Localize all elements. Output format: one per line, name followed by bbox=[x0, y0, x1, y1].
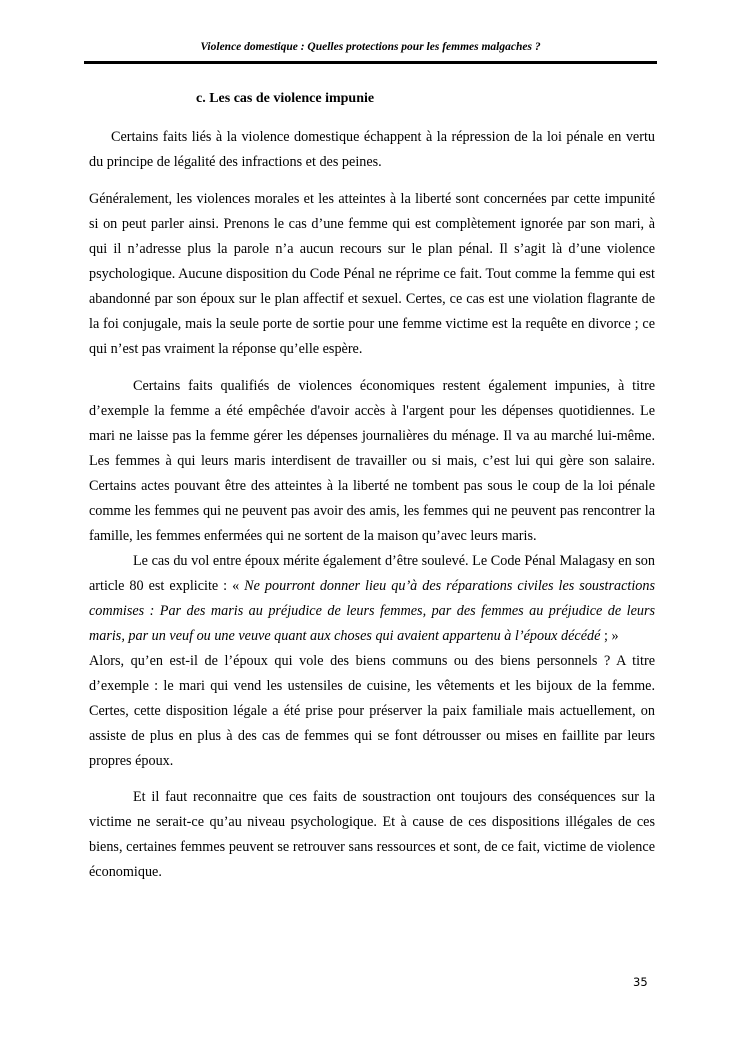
body-text bbox=[89, 125, 655, 885]
header-rule bbox=[84, 61, 657, 64]
paragraph-4 bbox=[89, 549, 655, 649]
paragraph-6: Et il faut reconnaitre que ces faits de soustraction ont toujours des conséquences sur la victime ne serait-ce qu’au niveau psychologique. Et à cause de ces dispositions illégales de ces biens, certaines femmes peuvent se retrouver sans ressources et sont, de ce fait, victime de violence économique. bbox=[89, 789, 655, 880]
paragraph-2: Généralement, les violences morales et les atteintes à la liberté sont concernées par cette impunité si on peut parler ainsi. Prenons le cas d’une femme qui est complètement ignorée par son mari, à qui il n’adresse plus la parole n’a aucun recours sur le plan pénal. Il s’agit là d’une violence psychologique. Aucune disposition du Code Pénal ne réprime ce fait. Tout comme la femme qui est abandonné par son époux sur le plan affectif et sexuel. Certes, ce cas est une violation flagrante de la foi conjugale, mais la seule porte de sortie pour une femme victime est la requête en divorce ; ce qui n’est pas vraiment la réponse qu’elle espère. bbox=[89, 191, 655, 357]
page-number: 35 bbox=[633, 975, 648, 989]
paragraph-4-intro: Le cas du vol entre époux mérite également d’être soulevé. Le Code Pénal Malagasy en son article 80 est explicite : « bbox=[89, 553, 655, 594]
running-header: Violence domestique : Quelles protections pour les femmes malgaches ? bbox=[200, 41, 541, 53]
paragraph-5: Alors, qu’en est-il de l’époux qui vole des biens communs ou des biens personnels ? A titre d’exemple : le mari qui vend les ustensiles de cuisine, les vêtements et les bijoux de la femme. Certes, cette disposition légale a été prise pour préserver la paix familiale mais actuellement, on assiste de plus en plus à des cas de femmes qui se font détrousser ou mises en faillite par leurs propres époux. bbox=[89, 653, 655, 769]
paragraph-3: Certains faits qualifiés de violences économiques restent également impunies, à titre d’exemple la femme a été empêchée d'avoir accès à l'argent pour les dépenses quotidiennes. Le mari ne laisse pas la femme gérer les dépenses journalières du ménage. Il va au marché lui-même. Les femmes à qui leurs maris interdisent de travailler ou si mais, c’est lui qui gère son salaire. Certains actes pouvant être des atteintes à la liberté ne tombent pas sous le coup de la loi pénale comme les femmes qui ne peuvent pas avoir des amis, les femmes qui ne peuvent pas rencontrer la famille, les femmes enfermées qui ne sortent de la maison qu’avec leurs maris. bbox=[89, 378, 655, 544]
article-80-quote: Ne pourront donner lieu qu’à des réparations civiles les soustractions commises : Par des maris au préjudice de leurs femmes, par des femmes au préjudice de leurs maris, par un veuf ou une veuve quant aux choses qui avaient appartenu à l’époux décédé bbox=[89, 578, 655, 644]
section-heading: c. Les cas de violence impunie bbox=[196, 91, 375, 106]
paragraph-4-end: ; » bbox=[600, 628, 619, 644]
paragraph-1: Certains faits liés à la violence domestique échappent à la répression de la loi pénale en vertu du principe de légalité des infractions et des peines. bbox=[89, 129, 655, 170]
